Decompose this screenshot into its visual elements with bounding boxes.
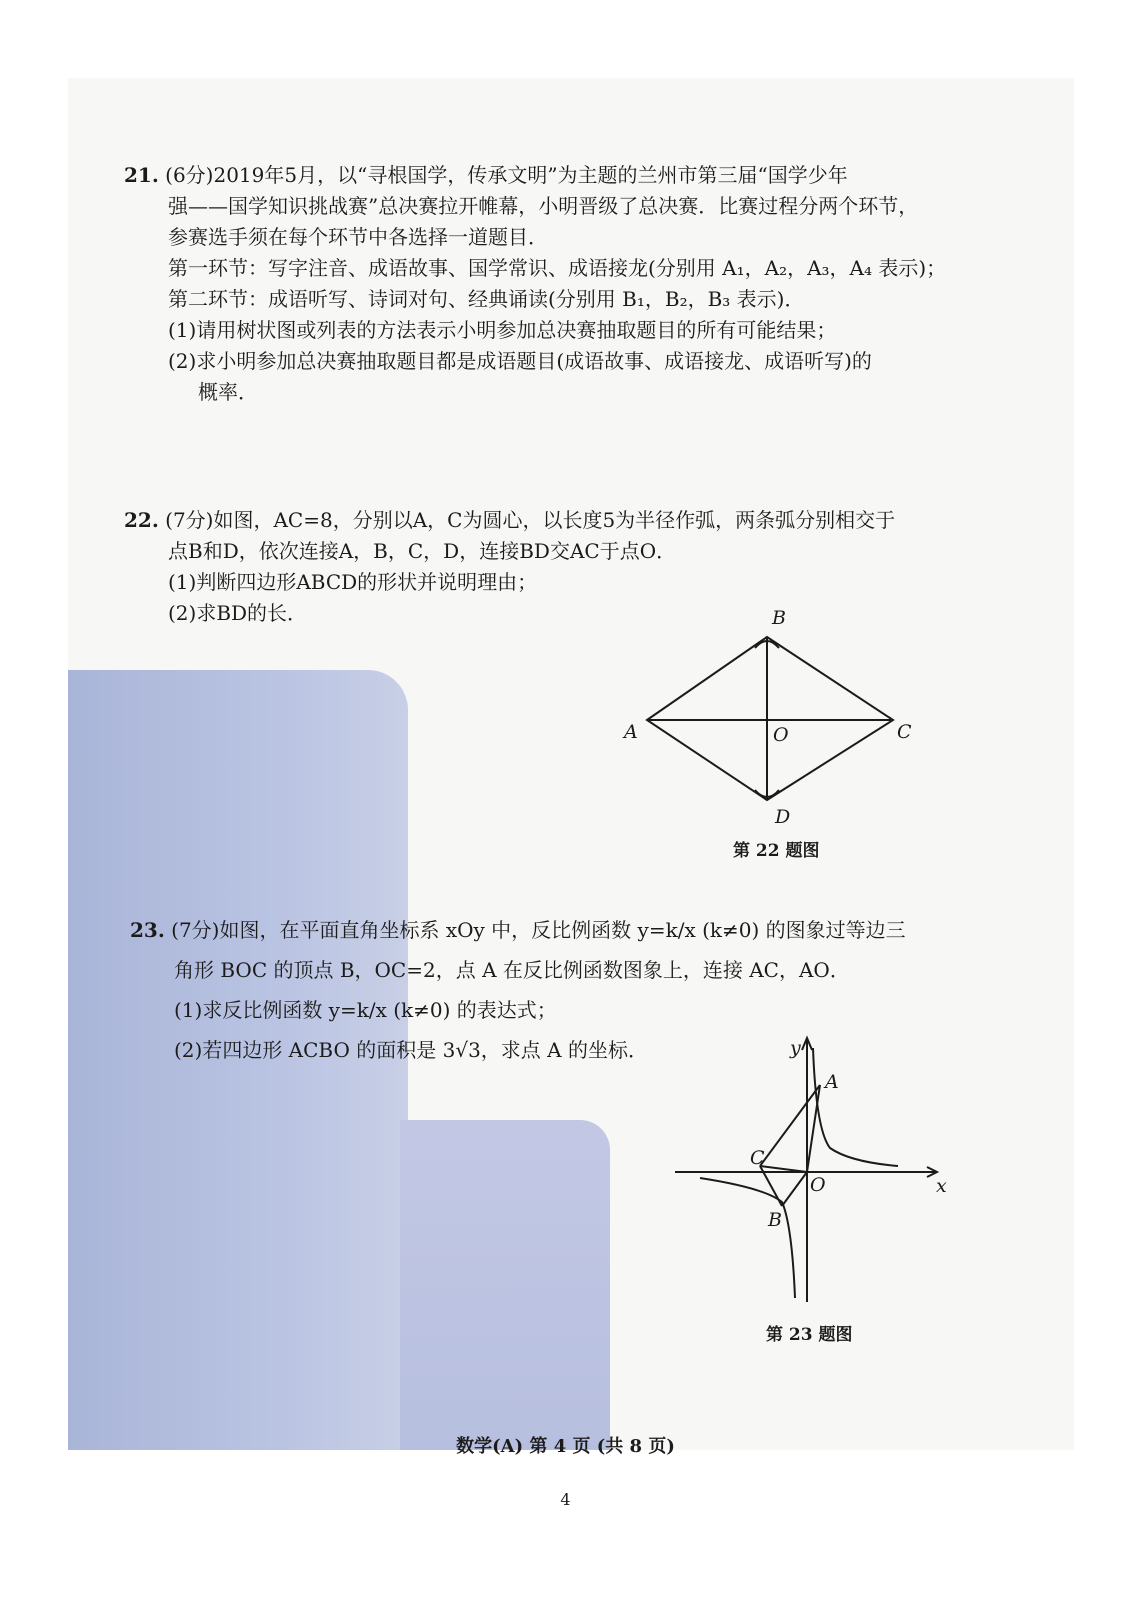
label-a: A xyxy=(624,721,638,743)
page-number: 4 xyxy=(560,1490,571,1509)
question-number: 23. xyxy=(130,918,165,942)
label-x: x xyxy=(936,1175,947,1197)
page-footer: 数学(A) 第 4 页 (共 8 页) xyxy=(456,1436,675,1457)
label-o: O xyxy=(773,724,789,746)
segment-oa xyxy=(807,1085,820,1172)
segment-bo xyxy=(782,1172,807,1206)
question-text-line: (6分)2019年5月，以“寻根国学，传承文明”为主题的兰州市第三届“国学少年 xyxy=(165,163,848,187)
label-c: C xyxy=(750,1147,765,1169)
question-text-line: (1)判断四边形ABCD的形状并说明理由； xyxy=(168,570,538,594)
label-o: O xyxy=(810,1174,826,1196)
question-text-line: 概率． xyxy=(198,380,258,404)
question-text-line: (7分)如图，在平面直角坐标系 xOy 中，反比例函数 y=k/x (k≠0) 的图象过等边三 xyxy=(171,918,906,942)
figure-22 xyxy=(610,600,930,840)
question-text-line: 角形 BOC 的顶点 B，OC=2，点 A 在反比例函数图象上，连接 AC，AO． xyxy=(174,958,850,982)
question-number: 21. xyxy=(124,163,159,187)
question-text-line: (2)求BD的长． xyxy=(168,601,308,625)
question-text-line: (1)请用树状图或列表的方法表示小明参加总决赛抽取题目的所有可能结果； xyxy=(168,318,837,342)
question-text-line: 第一环节：写字注音、成语故事、国学常识、成语接龙(分别用 A₁，A₂，A₃，A₄ 表示)； xyxy=(168,256,947,280)
label-a: A xyxy=(825,1071,839,1093)
rhombus-abcd xyxy=(647,637,893,800)
question-21 xyxy=(124,160,964,408)
label-b: B xyxy=(768,1209,782,1231)
hyperbola-branch-1 xyxy=(813,1048,898,1166)
label-c: C xyxy=(897,721,912,743)
question-text-line: 强——国学知识挑战赛”总决赛拉开帷幕，小明晋级了总决赛．比赛过程分两个环节， xyxy=(168,194,919,218)
question-text-line: (7分)如图，AC=8，分别以A，C为圆心，以长度5为半径作弧，两条弧分别相交于 xyxy=(165,508,896,532)
label-d: D xyxy=(775,806,791,828)
figure-23 xyxy=(670,1030,960,1320)
figure-22-caption: 第 22 题图 xyxy=(733,841,820,861)
label-b: B xyxy=(772,607,786,629)
question-text-line: 第二环节：成语听写、诗词对句、经典诵读(分别用 B₁，B₂，B₃ 表示)． xyxy=(168,287,805,311)
hyperbola-branch-2 xyxy=(700,1178,795,1298)
question-text-line: (2)求小明参加总决赛抽取题目都是成语题目(成语故事、成语接龙、成语听写)的 xyxy=(168,349,872,373)
question-text-line: (2)若四边形 ACBO 的面积是 3√3，求点 A 的坐标． xyxy=(174,1038,648,1062)
question-text-line: (1)求反比例函数 y=k/x (k≠0) 的表达式； xyxy=(174,998,557,1022)
segment-ca xyxy=(760,1085,820,1166)
hand-shadow-lower xyxy=(400,1120,610,1450)
question-number: 22. xyxy=(124,508,159,532)
figure-23-caption: 第 23 题图 xyxy=(766,1325,853,1345)
question-text-line: 参赛选手须在每个环节中各选择一道题目． xyxy=(168,225,548,249)
label-y: y xyxy=(790,1037,801,1059)
question-text-line: 点B和D，依次连接A，B，C，D，连接BD交AC于点O． xyxy=(168,539,677,563)
